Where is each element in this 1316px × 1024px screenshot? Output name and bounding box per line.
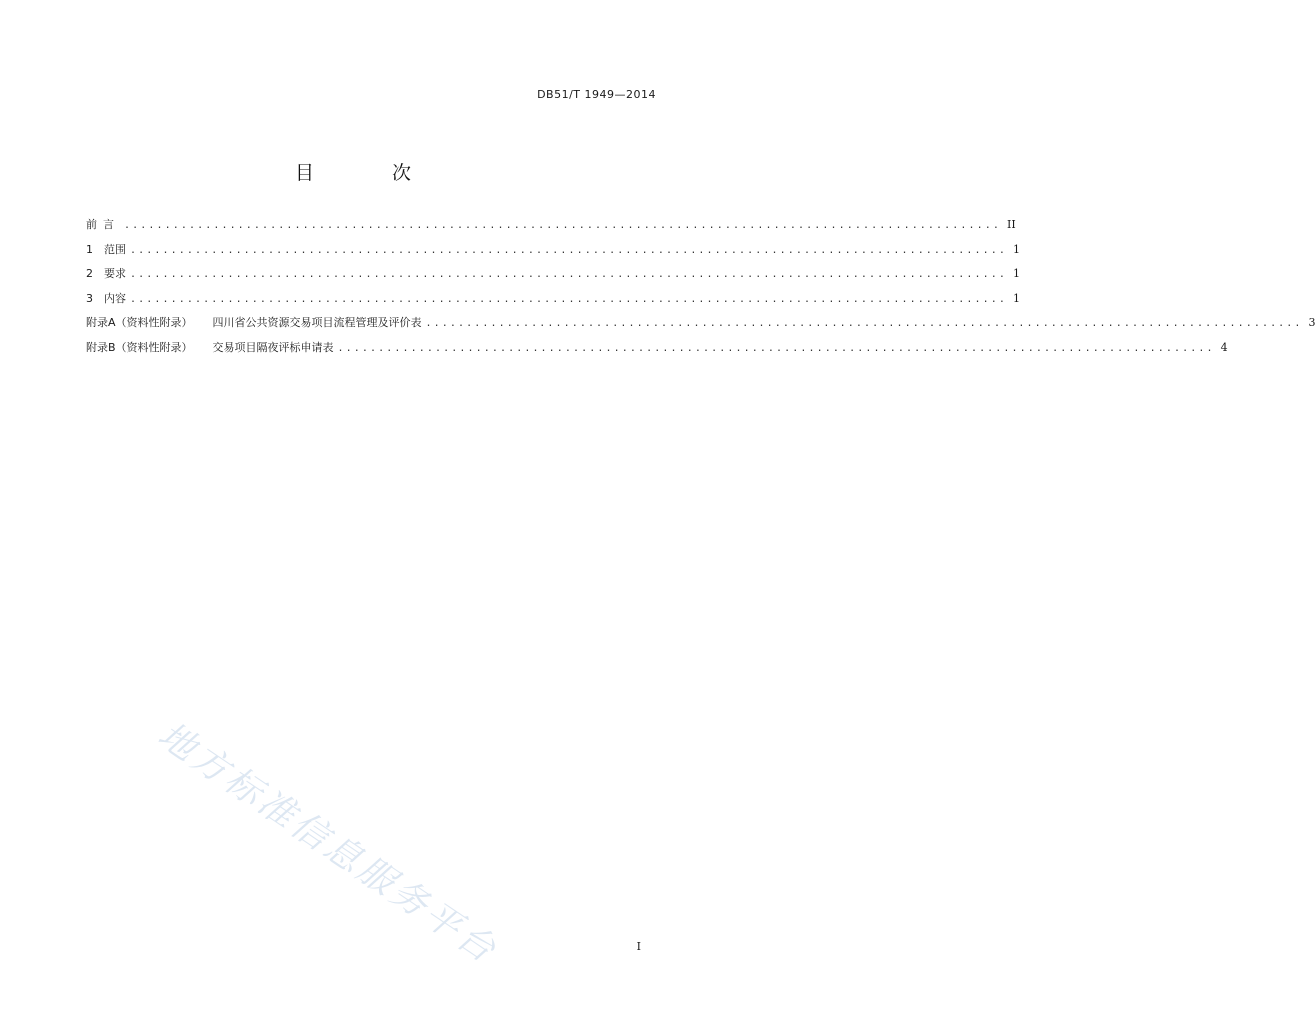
- toc-list: [86, 216, 1316, 363]
- toc-leader-dots: ............................................................................................................: [337, 342, 1215, 354]
- toc-entry-page: II: [1007, 218, 1016, 231]
- toc-entry-label: 交易项目隔夜评标申请表: [212, 340, 334, 354]
- toc-entry-page: 3: [1308, 316, 1316, 329]
- toc-entry-appendix-a[interactable]: [86, 314, 1316, 339]
- toc-leader-dots: ............................................................................................................: [124, 220, 1002, 231]
- toc-entry-page: 4: [1220, 340, 1228, 354]
- toc-entry-number: 2: [86, 267, 93, 280]
- toc-entry-label: 内容: [104, 291, 126, 305]
- toc-entry-number: 1: [86, 242, 93, 256]
- toc-leader-dots: ............................................................................................................: [425, 318, 1303, 329]
- toc-entry-foreword[interactable]: [86, 216, 1016, 241]
- toc-entry-label: 范围: [104, 242, 126, 256]
- toc-leader-dots: ............................................................................................................: [130, 293, 1008, 305]
- toc-entry-label: 要求: [104, 267, 126, 280]
- watermark-text: 地方标准信息服务平台: [150, 714, 506, 973]
- page-number: I: [636, 940, 641, 953]
- toc-leader-dots: ............................................................................................................: [130, 244, 1008, 256]
- toc-leader-dots: ............................................................................................................: [130, 269, 1008, 280]
- standard-code: DB51/T 1949—2014: [537, 88, 656, 101]
- toc-entry-content[interactable]: [86, 290, 1021, 315]
- toc-entry-prefix: 附录A（资料性附录）: [86, 316, 193, 329]
- toc-entry-requirements[interactable]: [86, 265, 1021, 290]
- toc-entry-page: 1: [1013, 267, 1021, 280]
- toc-entry-label: 四川省公共资源交易项目流程管理及评价表: [212, 316, 422, 329]
- toc-entry-page: 1: [1013, 242, 1021, 256]
- toc-entry-appendix-b[interactable]: [86, 339, 1228, 364]
- toc-entry-label: 前言: [86, 218, 120, 231]
- toc-entry-prefix: 附录B（资料性附录）: [86, 340, 193, 354]
- toc-entry-number: 3: [86, 291, 93, 305]
- toc-entry-page: 1: [1013, 291, 1021, 305]
- toc-entry-scope[interactable]: [86, 241, 1021, 266]
- toc-title: 目 次: [294, 162, 448, 184]
